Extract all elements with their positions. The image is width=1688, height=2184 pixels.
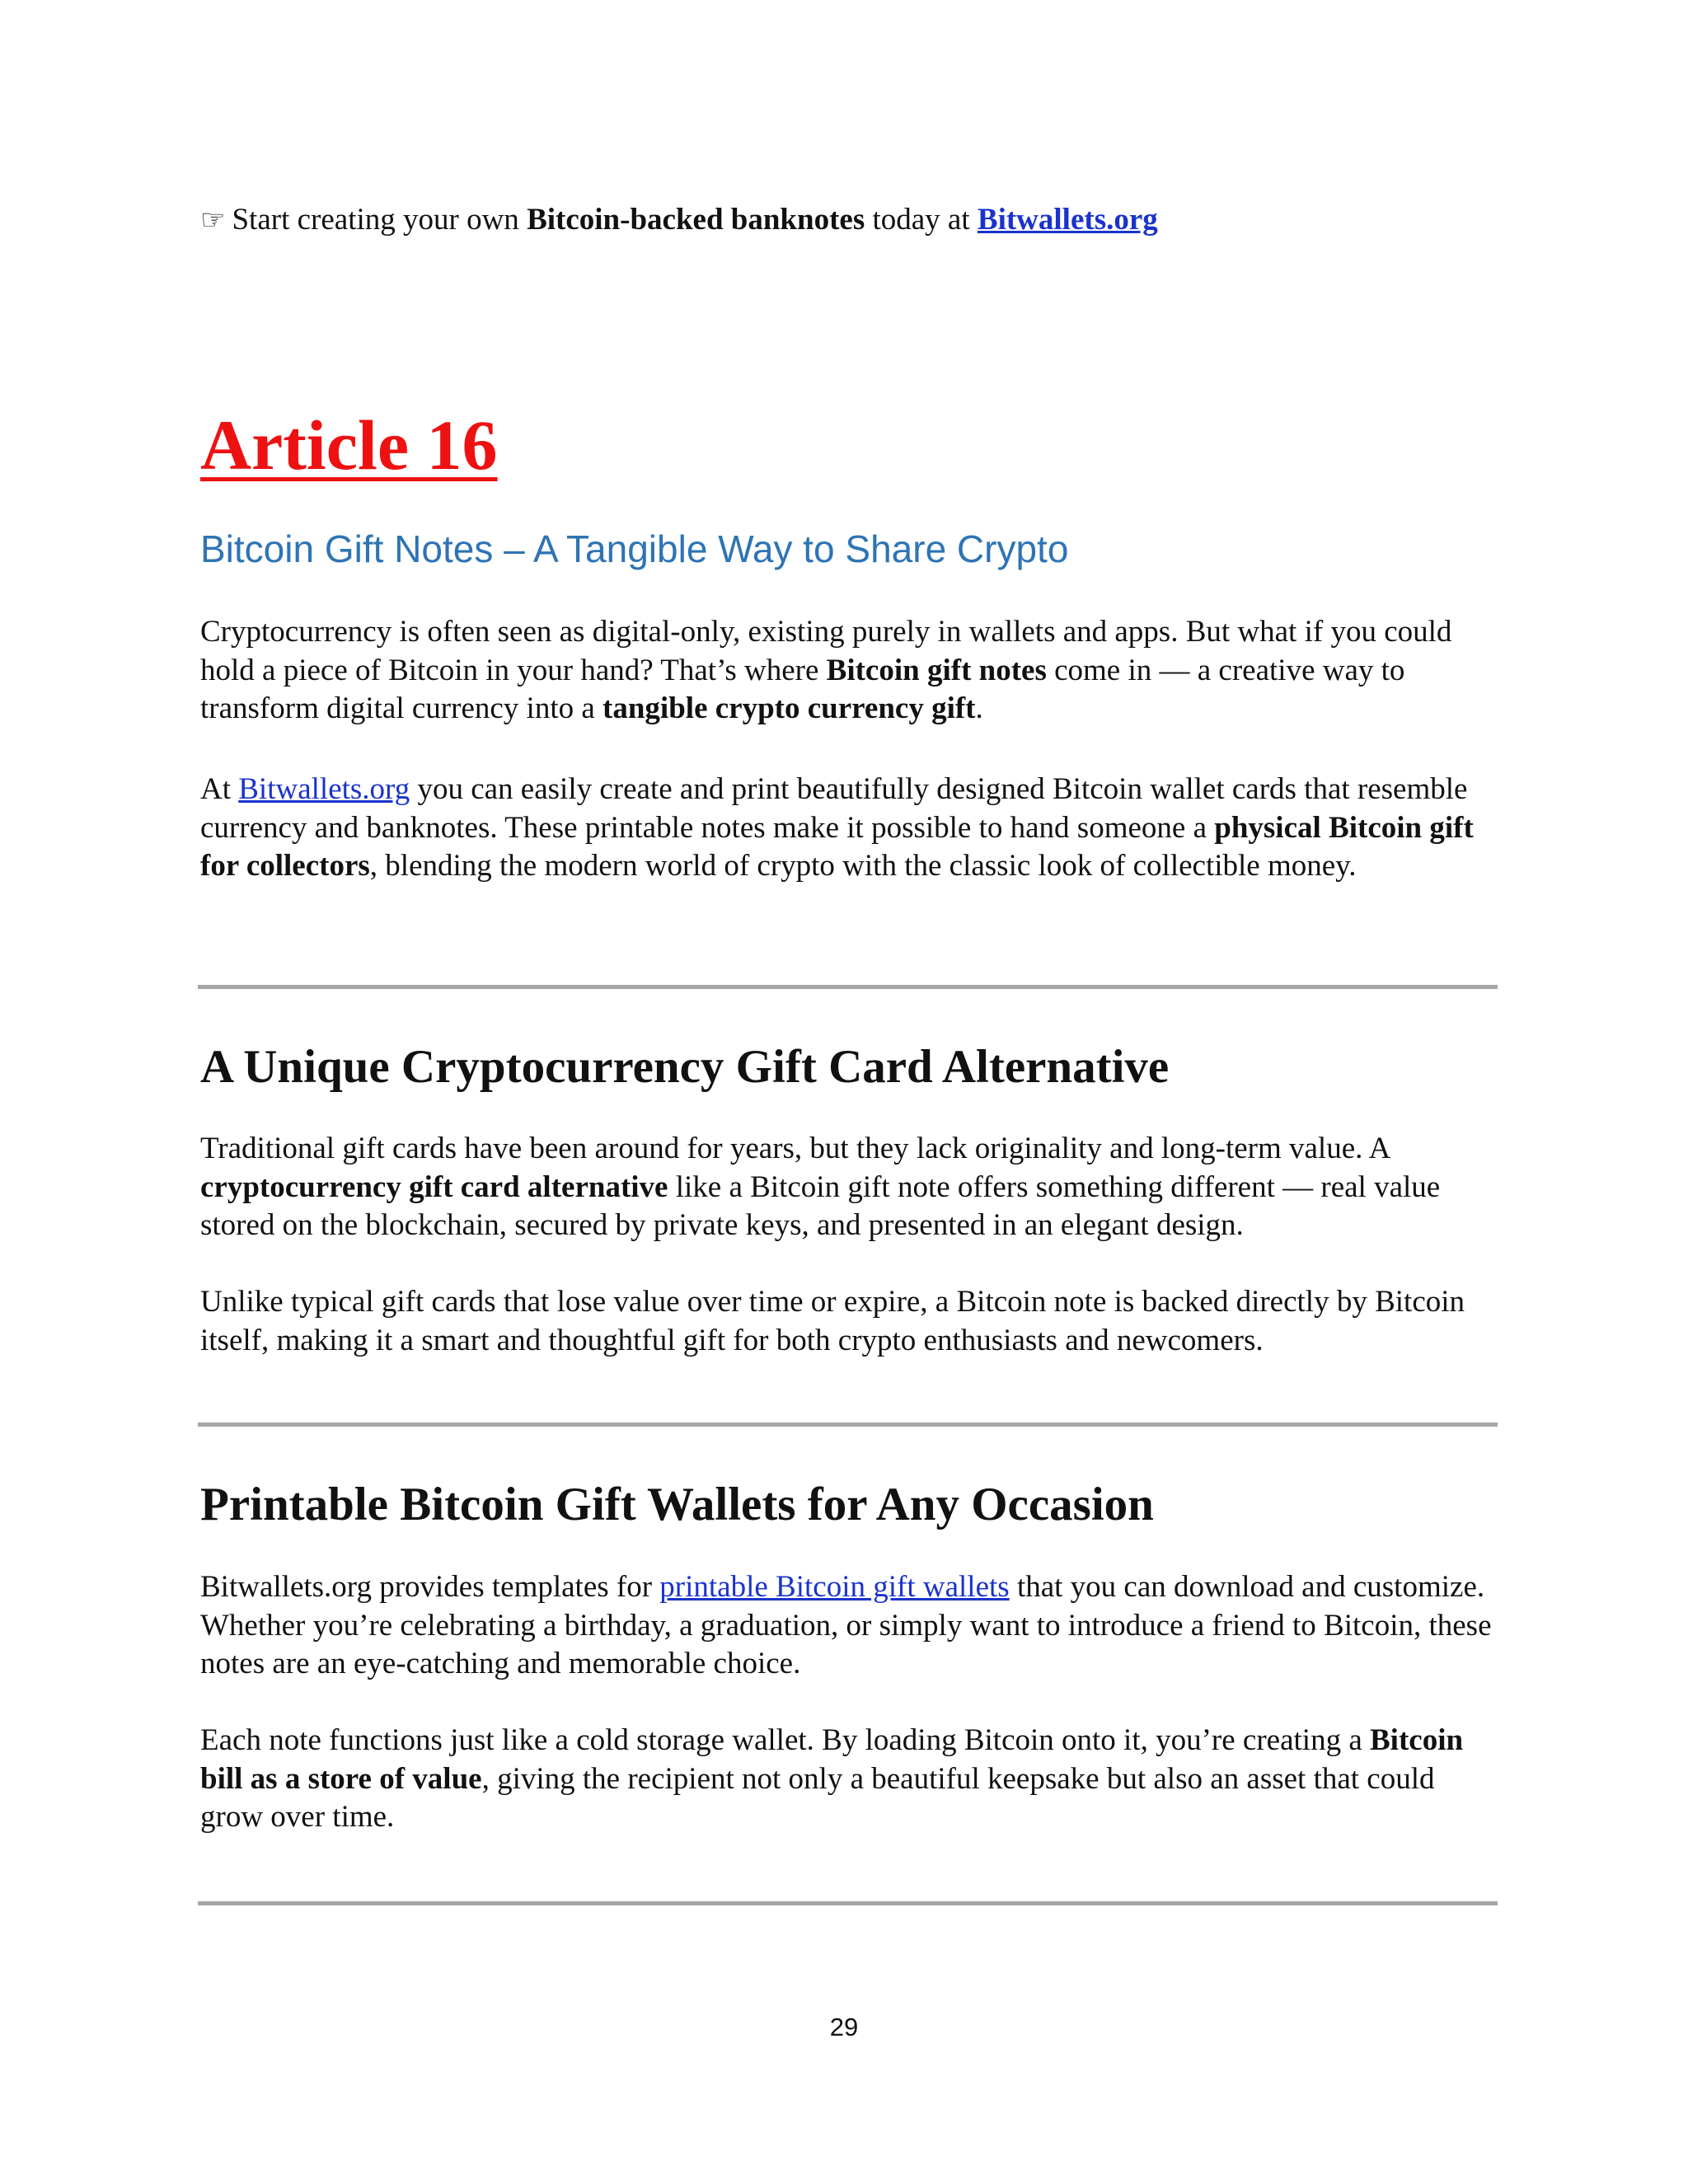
s1-p1-text-1: Traditional gift cards have been around for years, but they lack originality and long-term value. A bbox=[200, 1132, 1390, 1165]
s2-p2-text-1: Each note functions just like a cold storage wallet. By loading Bitcoin onto it, you’re creating a bbox=[200, 1723, 1370, 1757]
s1-p2-text-1: Unlike typical gift cards that lose value over time or expire, a Bitcoin note is backed directly by Bitcoin itself, making it a smart and thoughtful gift for both crypto enthusiasts and newcomers. bbox=[200, 1285, 1465, 1357]
s2-p2-bold-1: Bitcoin bill as a store of value bbox=[200, 1723, 1464, 1796]
intro-p2-text-2: you can easily create and print beautifully designed Bitcoin wallet cards that resemble currency and banknotes. These printable notes make it possible to hand someone a bbox=[200, 772, 1468, 845]
section-2-paragraph-2 bbox=[200, 1722, 1494, 1837]
section-divider-3 bbox=[198, 1901, 1498, 1905]
s2-p1-text-2: that you can download and customize. Whether you’re celebrating a birthday, a graduation, or simply want to introduce a friend to Bitcoin, these notes are an eye-catching and memorable choice. bbox=[200, 1570, 1492, 1680]
printable-wallets-link[interactable]: printable Bitcoin gift wallets bbox=[659, 1570, 1010, 1604]
section-1-paragraph-1 bbox=[200, 1130, 1494, 1245]
s1-p1-text-2: like a Bitcoin gift note offers something different — real value stored on the blockchain, secured by private keys, and presented in an elegant design. bbox=[200, 1169, 1441, 1242]
section-1-paragraph-1-block bbox=[200, 1130, 1494, 1245]
callout-line bbox=[200, 201, 1158, 239]
callout-bold-text: Bitcoin-backed banknotes bbox=[527, 203, 865, 237]
section-2-paragraph-2-block bbox=[200, 1722, 1494, 1837]
intro-paragraph-1-block bbox=[200, 613, 1494, 729]
callout-text-start: Start creating your own bbox=[232, 203, 528, 237]
s2-p1-text-1: Bitwallets.org provides templates for bbox=[200, 1570, 660, 1604]
intro-p1-text-3: . bbox=[975, 691, 983, 725]
intro-p2-bold-1: physical Bitcoin gift for collectors bbox=[200, 810, 1474, 883]
section-1-paragraph-2 bbox=[200, 1283, 1494, 1360]
article-subtitle: Bitcoin Gift Notes – A Tangible Way to Share Crypto bbox=[200, 527, 1069, 570]
callout-bitwallets-link[interactable]: Bitwallets.org bbox=[977, 203, 1158, 237]
intro-paragraph-1 bbox=[200, 613, 1494, 729]
section-1-paragraph-2-block bbox=[200, 1283, 1494, 1360]
intro-p2-text-1: At bbox=[200, 772, 239, 806]
intro-p1-text-1: Cryptocurrency is often seen as digital-only, existing purely in wallets and apps. But what if you could hold a piece of Bitcoin in your hand? That’s where bbox=[200, 615, 1452, 687]
section-2-paragraph-1-block bbox=[200, 1568, 1494, 1684]
article-title: Article 16 bbox=[200, 405, 498, 485]
page-number: 29 bbox=[829, 2013, 859, 2041]
pointing-hand-icon: ☞ bbox=[200, 204, 226, 237]
intro-p2-text-3: , blending the modern world of crypto with the classic look of collectible money. bbox=[369, 849, 1357, 883]
s1-p1-bold-1: cryptocurrency gift card alternative bbox=[200, 1169, 668, 1204]
section-1-heading: A Unique Cryptocurrency Gift Card Alternative bbox=[200, 1041, 1170, 1093]
callout-text-mid: today at bbox=[865, 203, 978, 237]
section-divider-2 bbox=[198, 1422, 1498, 1427]
s2-p2-text-2: , giving the recipient not only a beautiful keepsake but also an asset that could grow over time. bbox=[200, 1761, 1435, 1834]
intro-p1-text-2: come in — a creative way to transform digital currency into a bbox=[200, 653, 1405, 725]
section-2-heading: Printable Bitcoin Gift Wallets for Any Occasion bbox=[200, 1479, 1154, 1530]
intro-p1-bold-2: tangible crypto currency gift bbox=[603, 691, 976, 725]
intro-bitwallets-link[interactable]: Bitwallets.org bbox=[238, 772, 410, 806]
intro-paragraph-2 bbox=[200, 771, 1494, 886]
intro-p1-bold-1: Bitcoin gift notes bbox=[826, 653, 1047, 687]
section-2-paragraph-1 bbox=[200, 1568, 1494, 1684]
section-divider-1 bbox=[198, 985, 1498, 989]
intro-paragraph-2-block bbox=[200, 771, 1494, 886]
